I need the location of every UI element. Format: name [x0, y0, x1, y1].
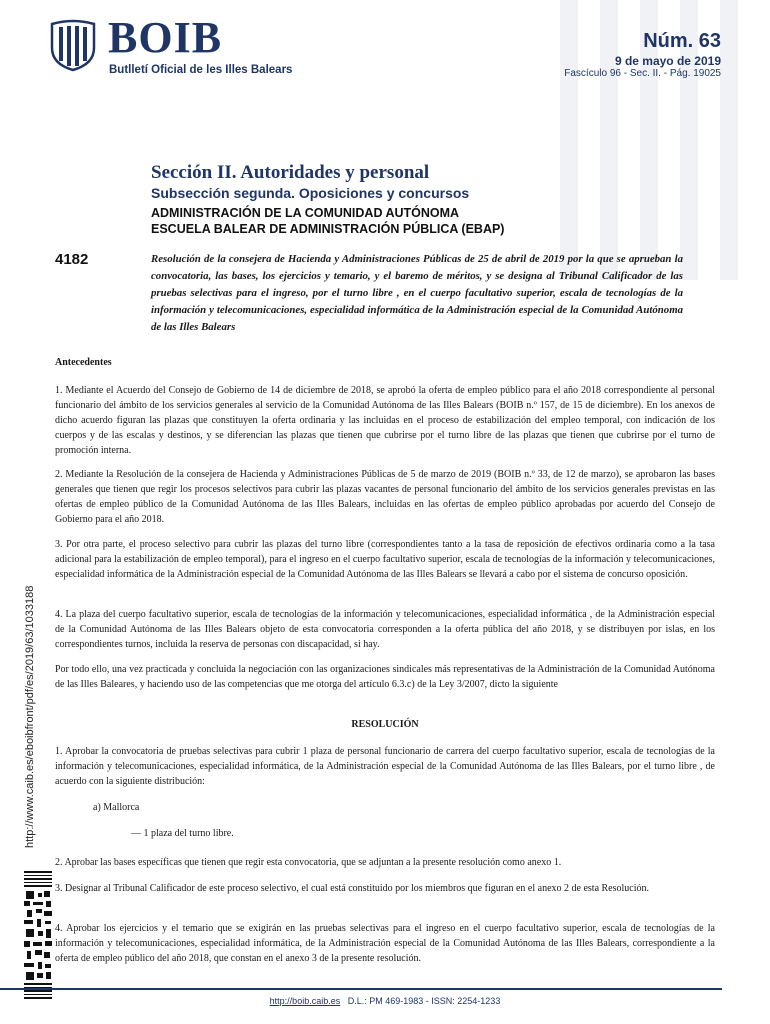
resolucion-heading: RESOLUCIÓN [351, 719, 419, 730]
footer [0, 996, 770, 1006]
resolution-point-3: 3. Designar al Tribunal Calificador de este proceso selectivo, el cual está constituido por los miembros que figuran en el anexo 2 de esta Resolución. [55, 883, 650, 894]
footer-divider [0, 988, 722, 990]
mallorca-places: — 1 plaza del turno libre. [131, 828, 234, 839]
resolution-point-4: 4. Aprobar los ejercicios y el temario que se exigirán en las pruebas selectivas para el ingreso en el cuerpo facultativo superior, escala de tecnologías de la información y telecomunicaciones, especialidad informática, de la Administración especial de la Comunidad Autónoma de las Illes Balears, correspondiente a la oferta de empleo público del año 2018, que constan en el anexo 3 de la presente resolución. [55, 923, 715, 964]
paragraph-4: 4. La plaza del cuerpo facultativo superior, escala de tecnologías de la información y telecomunicaciones, especialidad informática , de la Administración especial de la Comunidad Autónoma de las Illes Balears objeto de esta convocatoria corresponden a la oferta pública del año 2018, y se distribuyen por islas, en los correspondientes turnos, incluida la reserva de personas con discapacidad, si hay. [55, 609, 715, 650]
section-title: Sección II. Autoridades y personal [151, 162, 430, 183]
administration-heading [151, 205, 504, 237]
fascicle-info: Fascículo 96 - Sec. II. - Pág. 19025 [564, 68, 721, 79]
resolution-title: Resolución de la consejera de Hacienda y Administraciones Públicas de 25 de abril de 2019 por la que se aprueban la convocatoria, las bases, los ejercicios y temario, y el baremo de méritos, y se designa al Tribunal Calificador de las pruebas selectivas para el ingreso, por el turno libre , en el cuerpo facultativo superior, escala de tecnologías de la información y telecomunicaciones, especialidad informática de la Administración especial de la Comunidad Autónoma de las Illes Balears [151, 253, 683, 333]
paragraph-5: Por todo ello, una vez practicada y concluida la negociación con las organizaciones sindicales más representativas de la Administración de la Comunidad Autónoma de las Illes Baleares, y haciendo uso de las competencias que me otorga del artículo 6.3.c) de la Ley 3/2007, dicto la siguiente [55, 664, 715, 690]
boib-logo-text: BOIB [108, 13, 223, 62]
issue-date: 9 de mayo de 2019 [614, 54, 721, 68]
issue-number: Núm. 63 [643, 30, 721, 52]
antecedentes-heading: Antecedentes [55, 357, 112, 368]
footer-link[interactable]: http://boib.caib.es [269, 996, 341, 1006]
side-document-url[interactable]: http://www.caib.es/eboibfront/pdf/es/2019/63/1033188 [24, 585, 36, 848]
resolution-point-2: 2. Aprobar las bases específicas que tienen que regir esta convocatoria, que se adjuntan a la presente resolución como anexo 1. [55, 857, 562, 868]
school-line: ESCUELA BALEAR DE ADMINISTRACIÓN PÚBLICA (EBAP) [151, 222, 505, 236]
subsection-title: Subsección segunda. Oposiciones y concursos [151, 185, 470, 201]
administration-line: ADMINISTRACIÓN DE LA COMUNIDAD AUTÓNOMA [151, 206, 460, 220]
boib-logo-emblem [48, 18, 98, 72]
footer-legal: D.L.: PM 469-1983 - ISSN: 2254-1233 [347, 996, 501, 1006]
reference-number: 4182 [55, 251, 89, 268]
paragraph-2: 2. Mediante la Resolución de la consejera de Hacienda y Administraciones Públicas de 5 de marzo de 2019 (BOIB n.º 33, de 12 de marzo), se aprobaron las bases generales que tienen que regir los procesos selectivos para cubrir las plazas vacantes de personal funcionario del ámbito de los servicios generales previstas en las ofertas de empleo público de la Comunidad Autónoma de las Illes Balears, incluidas en las ofertas de empleo público aprobadas por acuerdo del Consejo de Gobierno para el año 2018. [55, 469, 715, 525]
paragraph-1: 1. Mediante el Acuerdo del Consejo de Gobierno de 14 de diciembre de 2018, se aprobó la oferta de empleo público para el año 2018 correspondiente al personal funcionario del ámbito de los servicios generales al servicio de la Comunidad Autónoma de las Illes Balears (BOIB n.º 157, de 15 de diciembre). En los anexos de dicho acuerdo figuran las plazas que constituyen la oferta ordinaria y las incluidas en el proceso de estabilización del empleo temporal, con indicación de los cuerpos y de las escalas y destinos, y se diferencian las plazas que tienen que cubrirse por el turno libre de las plazas que tienen que cubrirse por el turno de promoción interna. [55, 385, 715, 456]
resolution-point-1: 1. Aprobar la convocatoria de pruebas selectivas para cubrir 1 plaza de personal funcionario de carrera del cuerpo facultativo superior, escala de tecnologías de la información y telecomunicaciones, especialidad informática, de la Administración especial de la Comunidad Autónoma de las Illes Balears, por el turno libre , de acuerdo con la siguiente distribución: [55, 746, 715, 787]
boib-subtitle: Butlletí Oficial de les Illes Balears [109, 64, 293, 76]
verification-code-icon [24, 871, 52, 999]
island-mallorca: a) Mallorca [93, 802, 140, 813]
paragraph-3: 3. Por otra parte, el proceso selectivo para cubrir las plazas del turno libre (correspondientes tanto a la tasa de reposición de efectivos ordinaria como a la tasa adicional para la estabilización de empleo temporal), para el ingreso en el cuerpo facultativo superior, escala de tecnologías de la información y telecomunicaciones, especialidad informática de la Administración especial de la Comunidad Autónoma de las Illes Balears se llevará a cabo por el sistema de concurso oposición. [55, 539, 715, 580]
